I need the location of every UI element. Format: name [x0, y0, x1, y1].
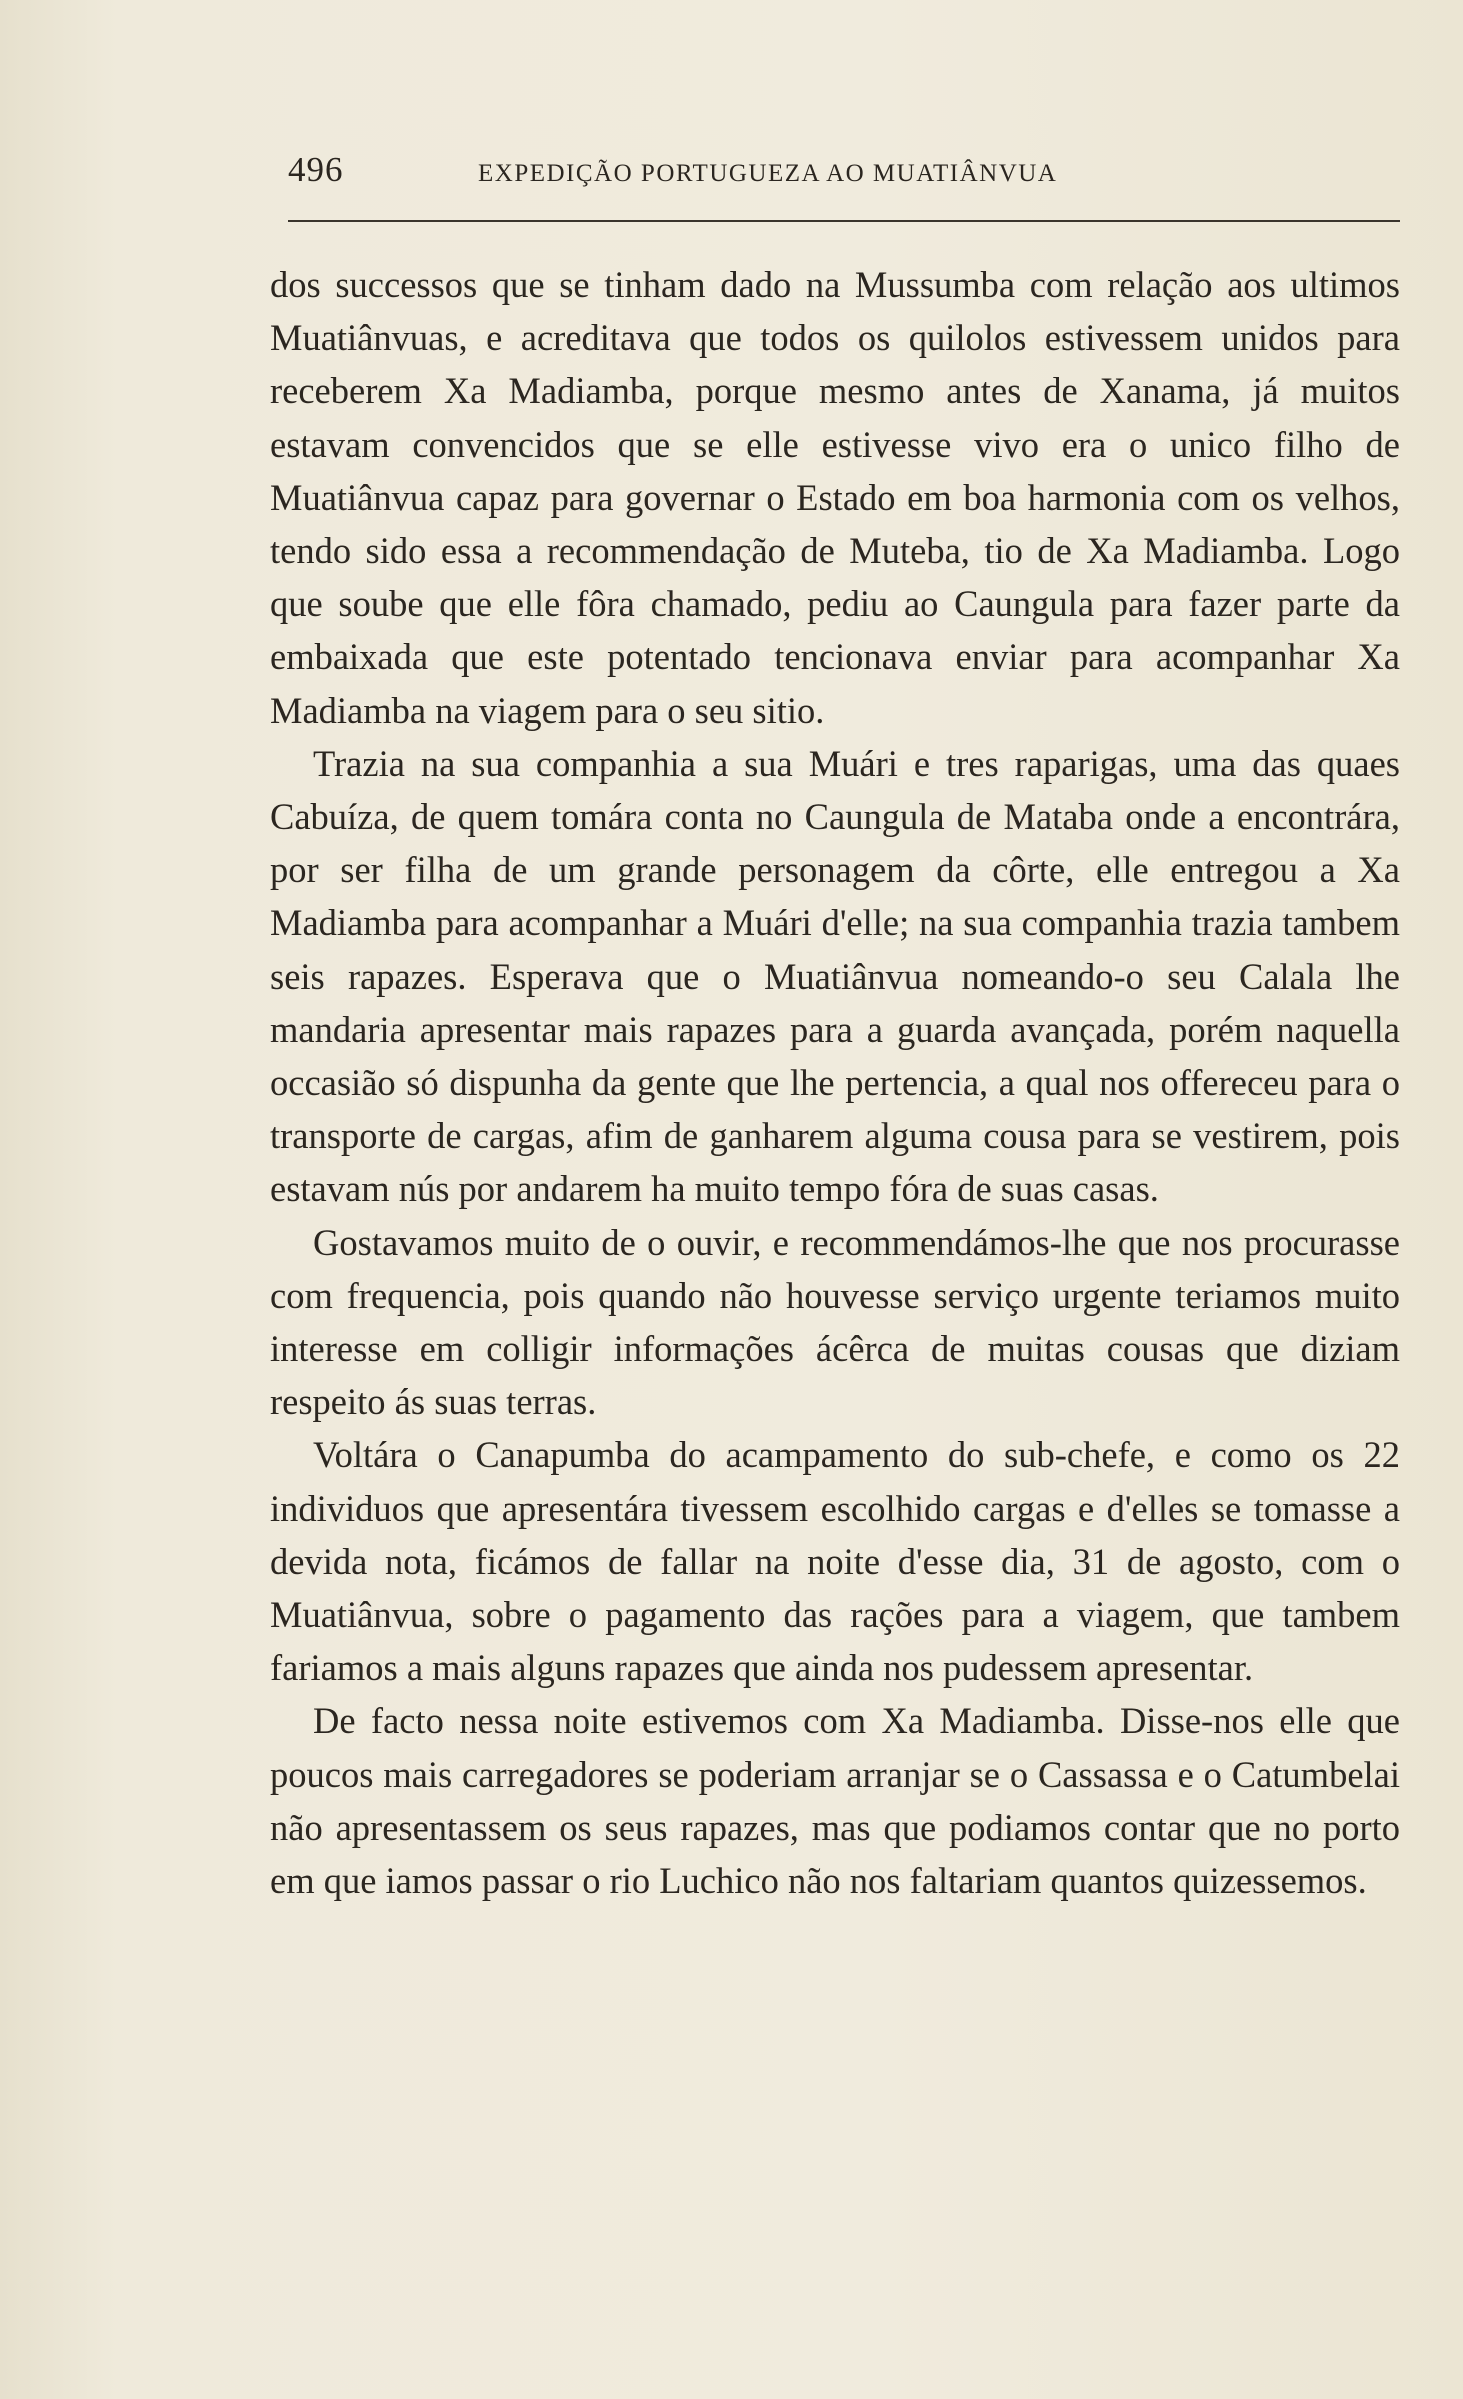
paragraph: De facto nessa noite estivemos com Xa Madiamba. Disse-nos elle que poucos mais carregadores se poderiam arranjar se o Cassassa e o Catumbelai não apresentassem os seus rapazes, mas que podiamos contar que no porto em que iamos passar o rio Luchico não nos faltariam quantos quizessemos. — [270, 1700, 1400, 1902]
page-number: 496 — [288, 150, 344, 189]
header-rule — [288, 220, 1400, 222]
body-text — [270, 258, 1400, 1907]
page-header — [288, 150, 1400, 200]
paragraph: Gostavamos muito de o ouvir, e recommendámos-lhe que nos procurasse com frequencia, pois quando não houvesse serviço urgente teriamos muito interesse em colligir informações ácêrca de muitas cousas que diziam respeito ás suas terras. — [270, 1221, 1400, 1423]
running-title: EXPEDIÇÃO PORTUGUEZA AO MUATIÂNVUA — [478, 160, 1058, 187]
paragraph: Voltára o Canapumba do acampamento do sub-chefe, e como os 22 individuos que apresentára tivessem escolhido cargas e d'elles se tomasse a devida nota, ficámos de fallar na noite d'esse dia, 31 de agosto, com o Muatiânvua, sobre o pagamento das rações para a viagem, que tambem fariamos a mais alguns rapazes que ainda nos pudessem apresentar. — [270, 1434, 1400, 1689]
paragraph: Trazia na sua companhia a sua Muári e tres raparigas, uma das quaes Cabuíza, de quem tomára conta no Caungula de Mataba onde a encontrára, por ser filha de um grande personagem da côrte, elle entregou a Xa Madiamba para acompanhar a Muári d'elle; na sua companhia trazia tambem seis rapazes. Esperava que o Muatiânvua nomeando-o seu Calala lhe mandaria apresentar mais rapazes para a guarda avançada, porém naquella occasião só dispunha da gente que lhe pertencia, a qual nos offereceu para o transporte de cargas, afim de ganharem alguma cousa para se vestirem, pois estavam nús por andarem ha muito tempo fóra de suas casas. — [270, 742, 1400, 1210]
paragraph: dos successos que se tinham dado na Mussumba com relação aos ultimos Muatiânvuas, e acreditava que todos os quilolos estivessem unidos para receberem Xa Madiamba, porque mesmo antes de Xanama, já muitos estavam convencidos que se elle estivesse vivo era o unico filho de Muatiânvua capaz para governar o Estado em boa harmonia com os velhos, tendo sido essa a recommendação de Muteba, tio de Xa Madiamba. Logo que soube que elle fôra chamado, pediu ao Caungula para fazer parte da embaixada que este potentado tencionava enviar para acompanhar Xa Madiamba na viagem para o seu sitio. — [270, 264, 1400, 731]
